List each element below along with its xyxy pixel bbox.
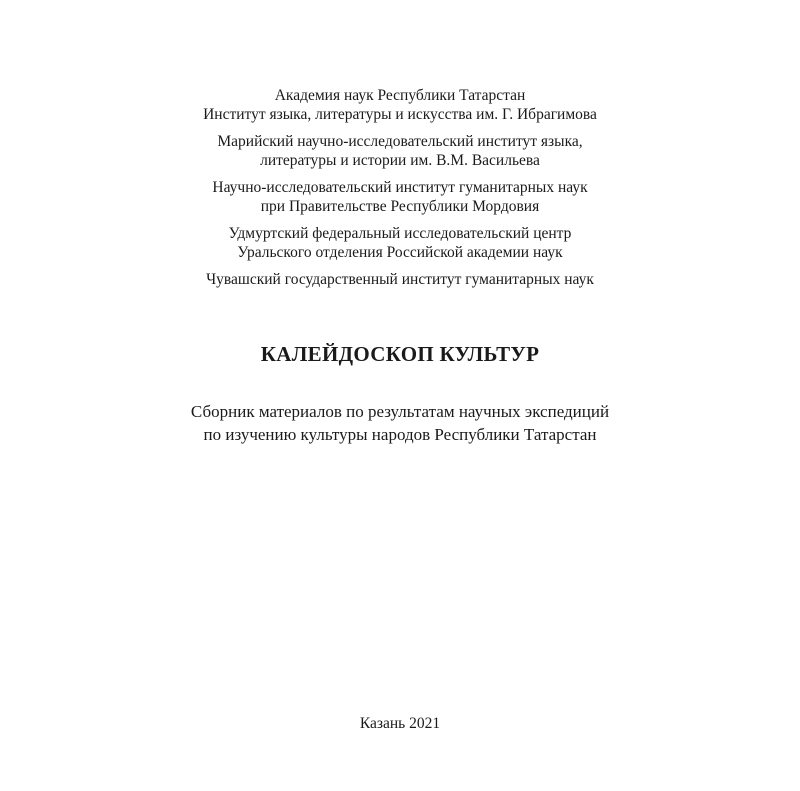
institution-entry <box>0 86 800 124</box>
subtitle-line: по изучению культуры народов Республики Татарстан <box>203 425 597 444</box>
institution-line: Академия наук Республики Татарстан <box>274 87 526 104</box>
institutions-block <box>0 86 800 289</box>
imprint-place-year: Казань 2021 <box>359 715 441 732</box>
institution-line: Чувашский государственный институт гуманитарных наук <box>206 271 594 288</box>
book-title: КАЛЕЙДОСКОП КУЛЬТУР <box>260 342 540 366</box>
institution-entry <box>0 132 800 170</box>
book-subtitle <box>0 400 800 446</box>
institution-line: Институт языка, литературы и искусства им. Г. Ибрагимова <box>203 106 597 123</box>
institution-line: Научно-исследовательский институт гуманитарных наук <box>212 179 588 196</box>
institution-entry <box>0 270 800 289</box>
institution-line: Марийский научно-исследовательский институт языка, <box>217 133 583 150</box>
institution-line: Удмуртский федеральный исследовательский центр <box>228 225 572 242</box>
subtitle-line: Сборник материалов по результатам научных экспедиций <box>190 402 610 421</box>
institution-line: литературы и истории им. В.М. Васильева <box>260 152 540 169</box>
institution-entry <box>0 224 800 262</box>
institution-line: при Правительстве Республики Мордовия <box>260 198 540 215</box>
institution-line: Уральского отделения Российской академии наук <box>237 244 563 261</box>
institution-entry <box>0 178 800 216</box>
